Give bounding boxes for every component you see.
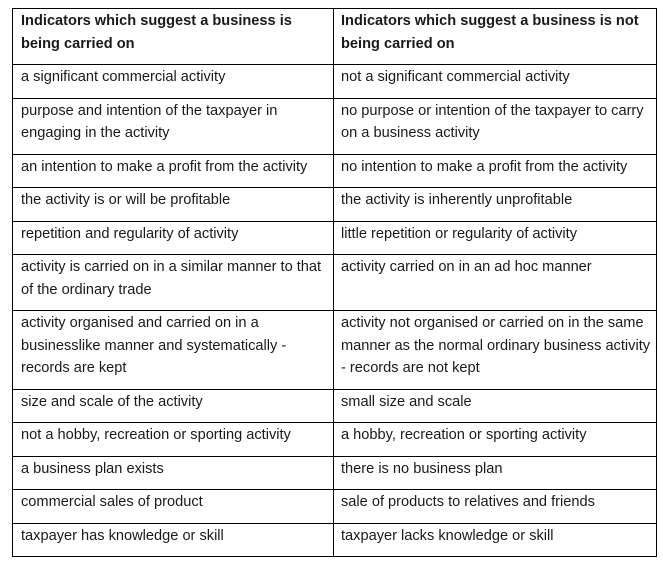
cell-not-carried-on: a hobby, recreation or sporting activity <box>334 423 657 457</box>
header-business-not-carried-on: Indicators which suggest a business is not being carried on <box>334 9 657 65</box>
cell-not-carried-on: small size and scale <box>334 389 657 423</box>
cell-not-carried-on: not a significant commercial activity <box>334 65 657 99</box>
table-row <box>13 311 657 390</box>
table-row <box>13 523 657 557</box>
table-row <box>13 423 657 457</box>
cell-not-carried-on: there is no business plan <box>334 456 657 490</box>
cell-carried-on: activity is carried on in a similar manner to that of the ordinary trade <box>13 255 334 311</box>
table-row <box>13 456 657 490</box>
cell-not-carried-on: the activity is inherently unprofitable <box>334 188 657 222</box>
cell-not-carried-on: no purpose or intention of the taxpayer to carry on a business activity <box>334 98 657 154</box>
cell-carried-on: a business plan exists <box>13 456 334 490</box>
cell-carried-on: purpose and intention of the taxpayer in engaging in the activity <box>13 98 334 154</box>
cell-not-carried-on: activity not organised or carried on in the same manner as the normal ordinary business activity - records are not kept <box>334 311 657 390</box>
table-row <box>13 98 657 154</box>
header-business-carried-on: Indicators which suggest a business is being carried on <box>13 9 334 65</box>
cell-carried-on: activity organised and carried on in a businesslike manner and systematically - records are kept <box>13 311 334 390</box>
table-header-row <box>13 9 657 65</box>
table-row <box>13 255 657 311</box>
cell-carried-on: repetition and regularity of activity <box>13 221 334 255</box>
cell-carried-on: an intention to make a profit from the activity <box>13 154 334 188</box>
table-row <box>13 490 657 524</box>
table-row <box>13 221 657 255</box>
cell-carried-on: a significant commercial activity <box>13 65 334 99</box>
business-indicators-table <box>12 8 657 557</box>
cell-carried-on: taxpayer has knowledge or skill <box>13 523 334 557</box>
table-row <box>13 65 657 99</box>
cell-not-carried-on: activity carried on in an ad hoc manner <box>334 255 657 311</box>
cell-carried-on: commercial sales of product <box>13 490 334 524</box>
cell-carried-on: size and scale of the activity <box>13 389 334 423</box>
cell-not-carried-on: sale of products to relatives and friends <box>334 490 657 524</box>
cell-not-carried-on: taxpayer lacks knowledge or skill <box>334 523 657 557</box>
cell-not-carried-on: little repetition or regularity of activity <box>334 221 657 255</box>
cell-carried-on: not a hobby, recreation or sporting activity <box>13 423 334 457</box>
cell-carried-on: the activity is or will be profitable <box>13 188 334 222</box>
cell-not-carried-on: no intention to make a profit from the activity <box>334 154 657 188</box>
table-row <box>13 154 657 188</box>
table-row <box>13 188 657 222</box>
table-row <box>13 389 657 423</box>
